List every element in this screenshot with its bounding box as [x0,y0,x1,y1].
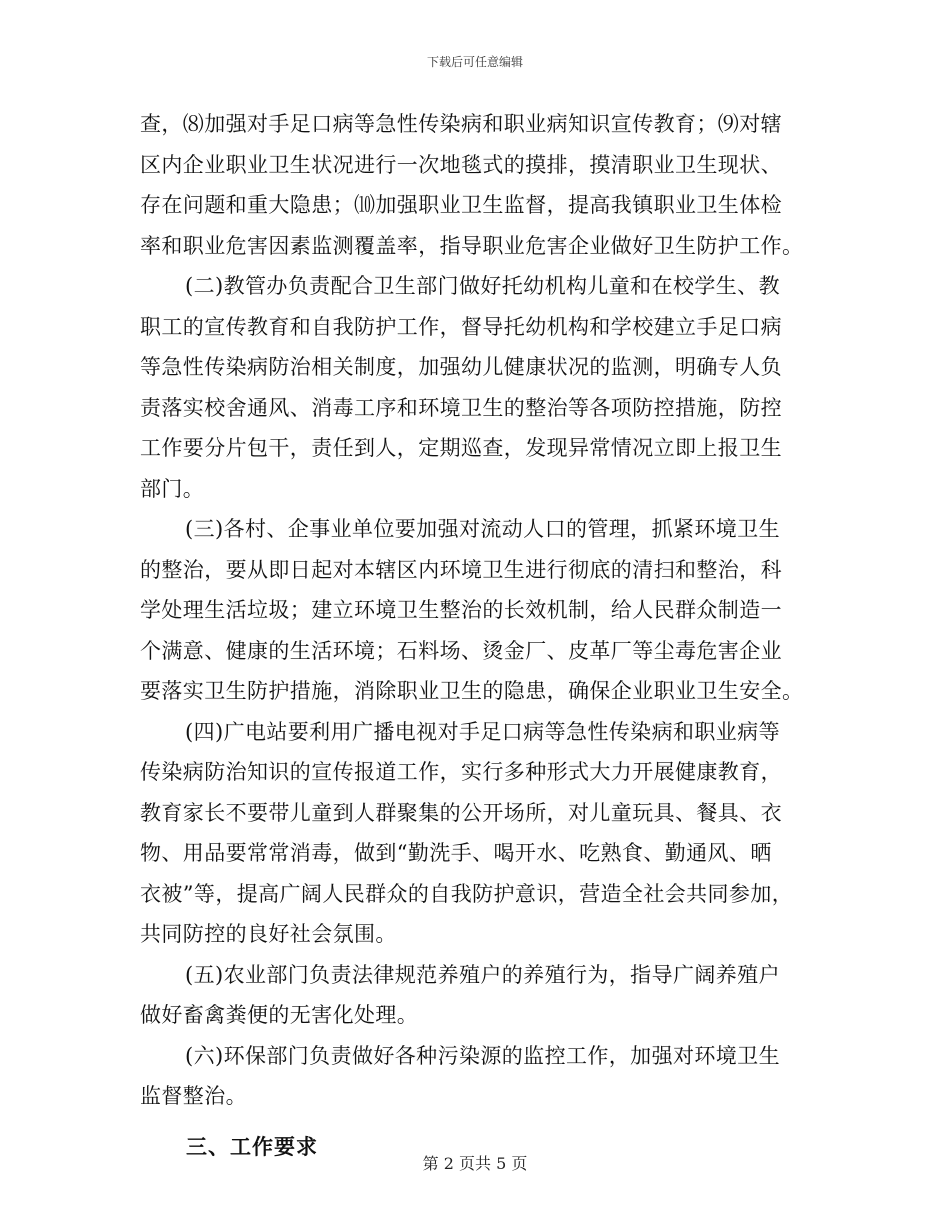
paragraph-5 [140,955,812,1036]
text-line: 存在问题和重大隐患；⑽加强职业卫生监督，提高我镇职业卫生体检 [140,193,782,217]
text-line: 的整治，要从即日起对本辖区内环境卫生进行彻底的清扫和整治，科 [140,557,782,582]
text-line: 物、用品要常常消毒，做到“勤洗手、喝开水、吃熟食、勤通风、晒 [140,841,772,865]
text-line: 区内企业职业卫生状况进行一次地毯式的摸排，摸清职业卫生现状、 [140,152,782,177]
text-line: 共同防控的良好社会氛围。 [140,922,397,946]
text-line: 要落实卫生防护措施，消除职业卫生的隐患，确保企业职业卫生安全。 [140,679,804,703]
text-line: 等急性传染病防治相关制度，加强幼儿健康状况的监测，明确专人负 [140,355,782,379]
text-line: 工作要分片包干，责任到人，定期巡查，发现异常情况立即上报卫生 [140,436,782,460]
text-line: (六)环保部门负责做好各种污染源的监控工作，加强对环境卫生 [185,1043,780,1068]
text-line: 率和职业危害因素监测覆盖率，指导职业危害企业做好卫生防护工作。 [140,233,804,258]
text-line: 职工的宣传教育和自我防护工作，督导托幼机构和学校建立手足口病 [140,314,782,339]
page-footer: 第 2 页共 5 页 [422,1154,528,1173]
text-line: (二)教管办负责配合卫生部门做好托幼机构儿童和在校学生、教 [185,274,780,298]
page-header: 下载后可任意编辑 [426,55,523,69]
text-line: 责落实校舍通风、消毒工序和环境卫生的整治等各项防控措施，防控 [140,395,782,420]
section-heading: 三、工作要求 [186,1133,318,1159]
text-line: 个满意、健康的生活环境；石料场、烫金厂、皮革厂等尘毒危害企业 [140,638,782,663]
text-line: 衣被”等，提高广阔人民群众的自我防护意识，营造全社会共同参加， [140,881,794,906]
text-line: (五)农业部门负责法律规范养殖户的养殖行为，指导广阔养殖户 [185,962,780,987]
text-line: (三)各村、企事业单位要加强对流动人口的管理，抓紧环境卫生 [185,517,780,541]
text-line: 监督整治。 [140,1084,247,1108]
paragraph-4 [140,712,812,955]
text-line: 传染病防治知识的宣传报道工作，实行多种形式大力开展健康教育， [140,760,782,784]
document-body [140,104,812,1167]
paragraph-1 [140,104,812,266]
paragraph-6 [140,1036,812,1117]
text-line: 做好畜禽粪便的无害化处理。 [140,1003,419,1027]
paragraph-3 [140,509,812,712]
text-line: 部门。 [140,476,205,501]
text-line: 学处理生活垃圾；建立环境卫生整治的长效机制，给人民群众制造一 [140,598,782,622]
paragraph-2 [140,266,812,509]
text-line: (四)广电站要利用广播电视对手足口病等急性传染病和职业病等 [185,719,780,744]
text-line: 教育家长不要带儿童到人群聚集的公开场所，对儿童玩具、餐具、衣 [140,800,782,825]
text-line: 查，⑻加强对手足口病等急性传染病和职业病知识宣传教育；⑼对辖 [140,112,782,136]
